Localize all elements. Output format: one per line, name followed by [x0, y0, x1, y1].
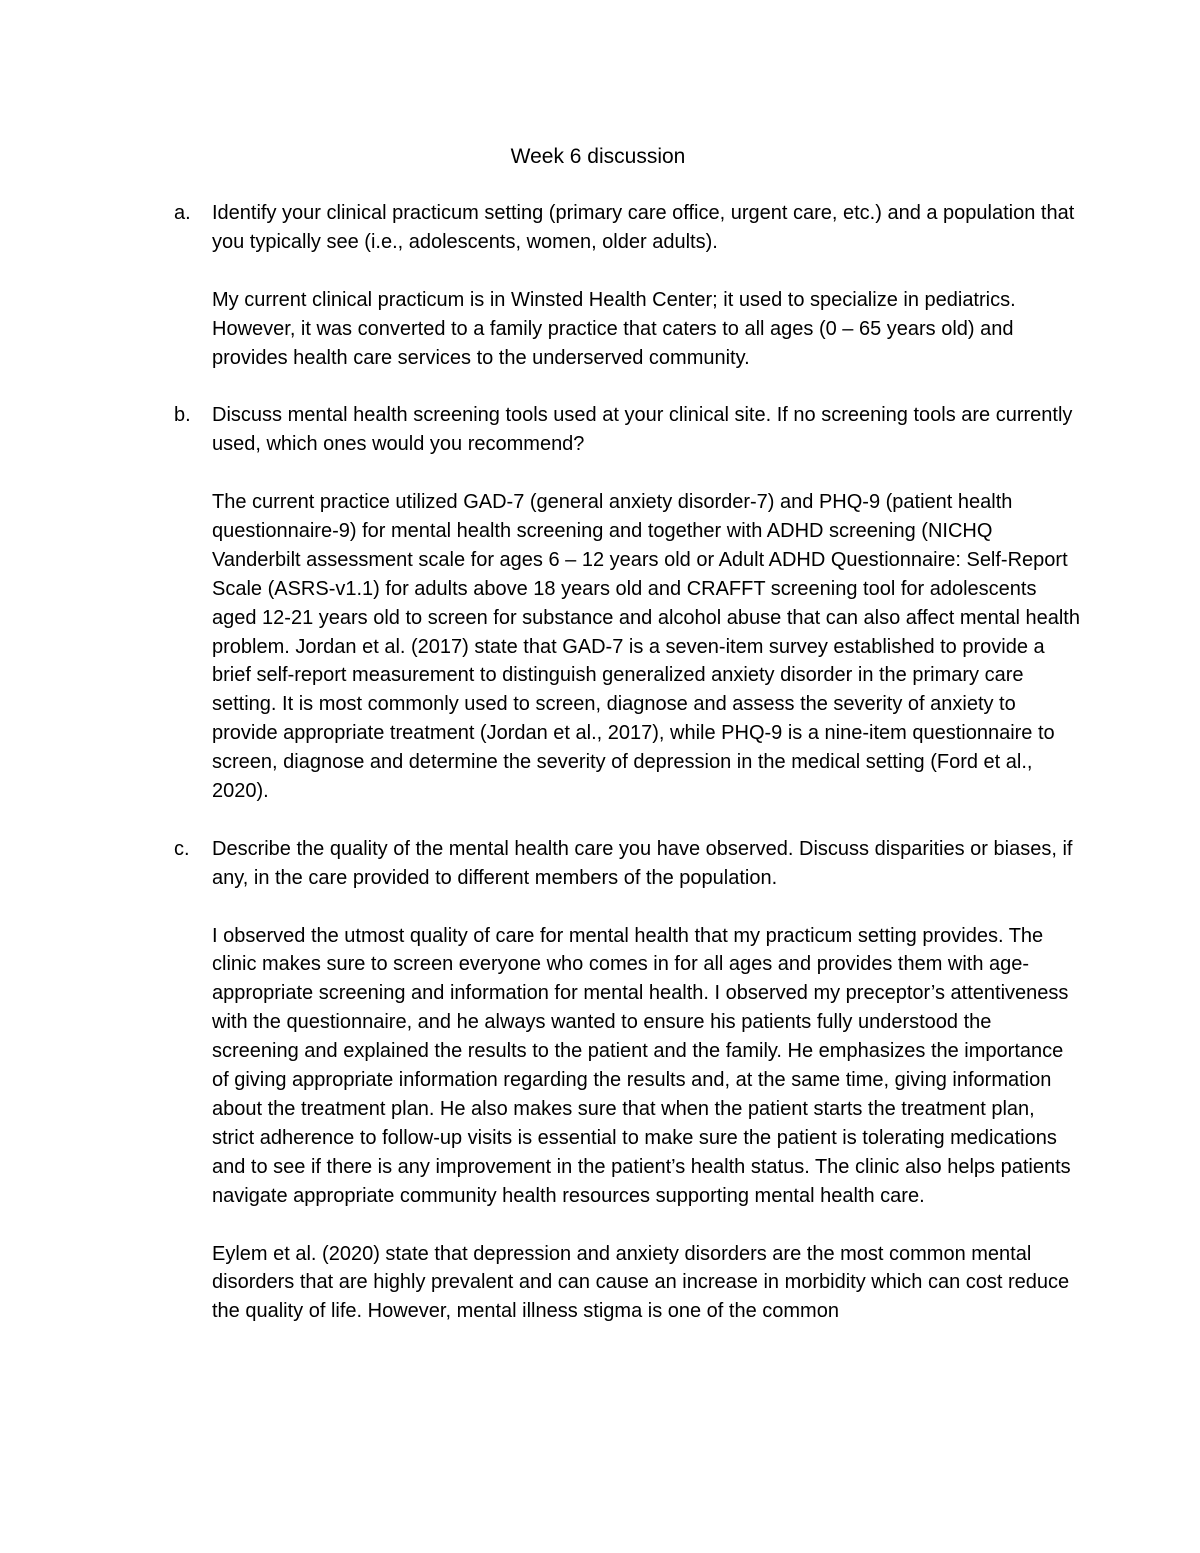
page-title: Week 6 discussion [510, 145, 686, 168]
answer-paragraph: I observed the utmost quality of care for mental health that my practicum setting provides. The clinic makes sure to screen everyone who comes in for all ages and provides them with age-appropriate screening and information for mental health. I observed my preceptor’s attentiveness with the questionnaire, and he always wanted to ensure his patients fully understood the screening and explained the results to the patient and the family. He emphasizes the importance of giving appropriate information regarding the results and, at the same time, giving information about the treatment plan. He also makes sure that when the patient starts the treatment plan, strict adherence to follow-up visits is essential to make sure the patient is tolerating medications and to see if there is any improvement in the patient’s health status. The clinic also helps patients navigate appropriate community health resources supporting mental health care. [212, 924, 1071, 1207]
answer-paragraph: My current clinical practicum is in Winsted Health Center; it used to specialize in pediatrics. However, it was converted to a family practice that caters to all ages (0 – 65 years old) and provides health care services to the underserved community. [212, 288, 1016, 369]
section-a [174, 199, 1080, 372]
section-spacer [212, 372, 1080, 401]
section-b [174, 401, 1080, 806]
answer-paragraph: The current practice utilized GAD-7 (general anxiety disorder-7) and PHQ-9 (patient health questionnaire-9) for mental health screening and together with ADHD screening (NICHQ Vanderbilt assessment scale for ages 6 – 12 years old or Adult ADHD Questionnaire: Self-Report Scale (ASRS-v1.1) for adults above 18 years old and CRAFFT screening tool for adolescents aged 12-21 years old to screen for substance and alcohol abuse that can also affect mental health problem. Jordan et al. (2017) state that GAD-7 is a seven-item survey established to provide a brief self-report measurement to distinguish generalized anxiety disorder in the primary care setting. It is most commonly used to screen, diagnose and assess the severity of anxiety to provide appropriate treatment (Jordan et al., 2017), while PHQ-9 is a nine-item questionnaire to screen, diagnose and determine the severity of depression in the medical setting (Ford et al., 2020). [212, 491, 1080, 803]
list-marker: b. [174, 404, 191, 427]
section-spacer [212, 806, 1080, 835]
question-text: Identify your clinical practicum setting (primary care office, urgent care, etc.) and a population that you typically see (i.e., adolescents, women, older adults). [212, 202, 1075, 253]
list-marker: a. [174, 202, 191, 224]
answer-paragraph: Eylem et al. (2020) state that depression and anxiety disorders are the most common mental disorders that are highly prevalent and can cause an increase in morbidity which can cost reduce the quality of life. However, mental illness stigma is one of the common [212, 1242, 1070, 1323]
question-text: Describe the quality of the mental health care you have observed. Discuss disparities or biases, if any, in the care provided to different members of the population. [212, 837, 1073, 889]
question-text: Discuss mental health screening tools used at your clinical site. If no screening tools are currently used, which ones would you recommend? [212, 404, 1073, 456]
document-body [174, 199, 1080, 1326]
section-c [174, 835, 1080, 1326]
list-marker: c. [174, 837, 190, 860]
